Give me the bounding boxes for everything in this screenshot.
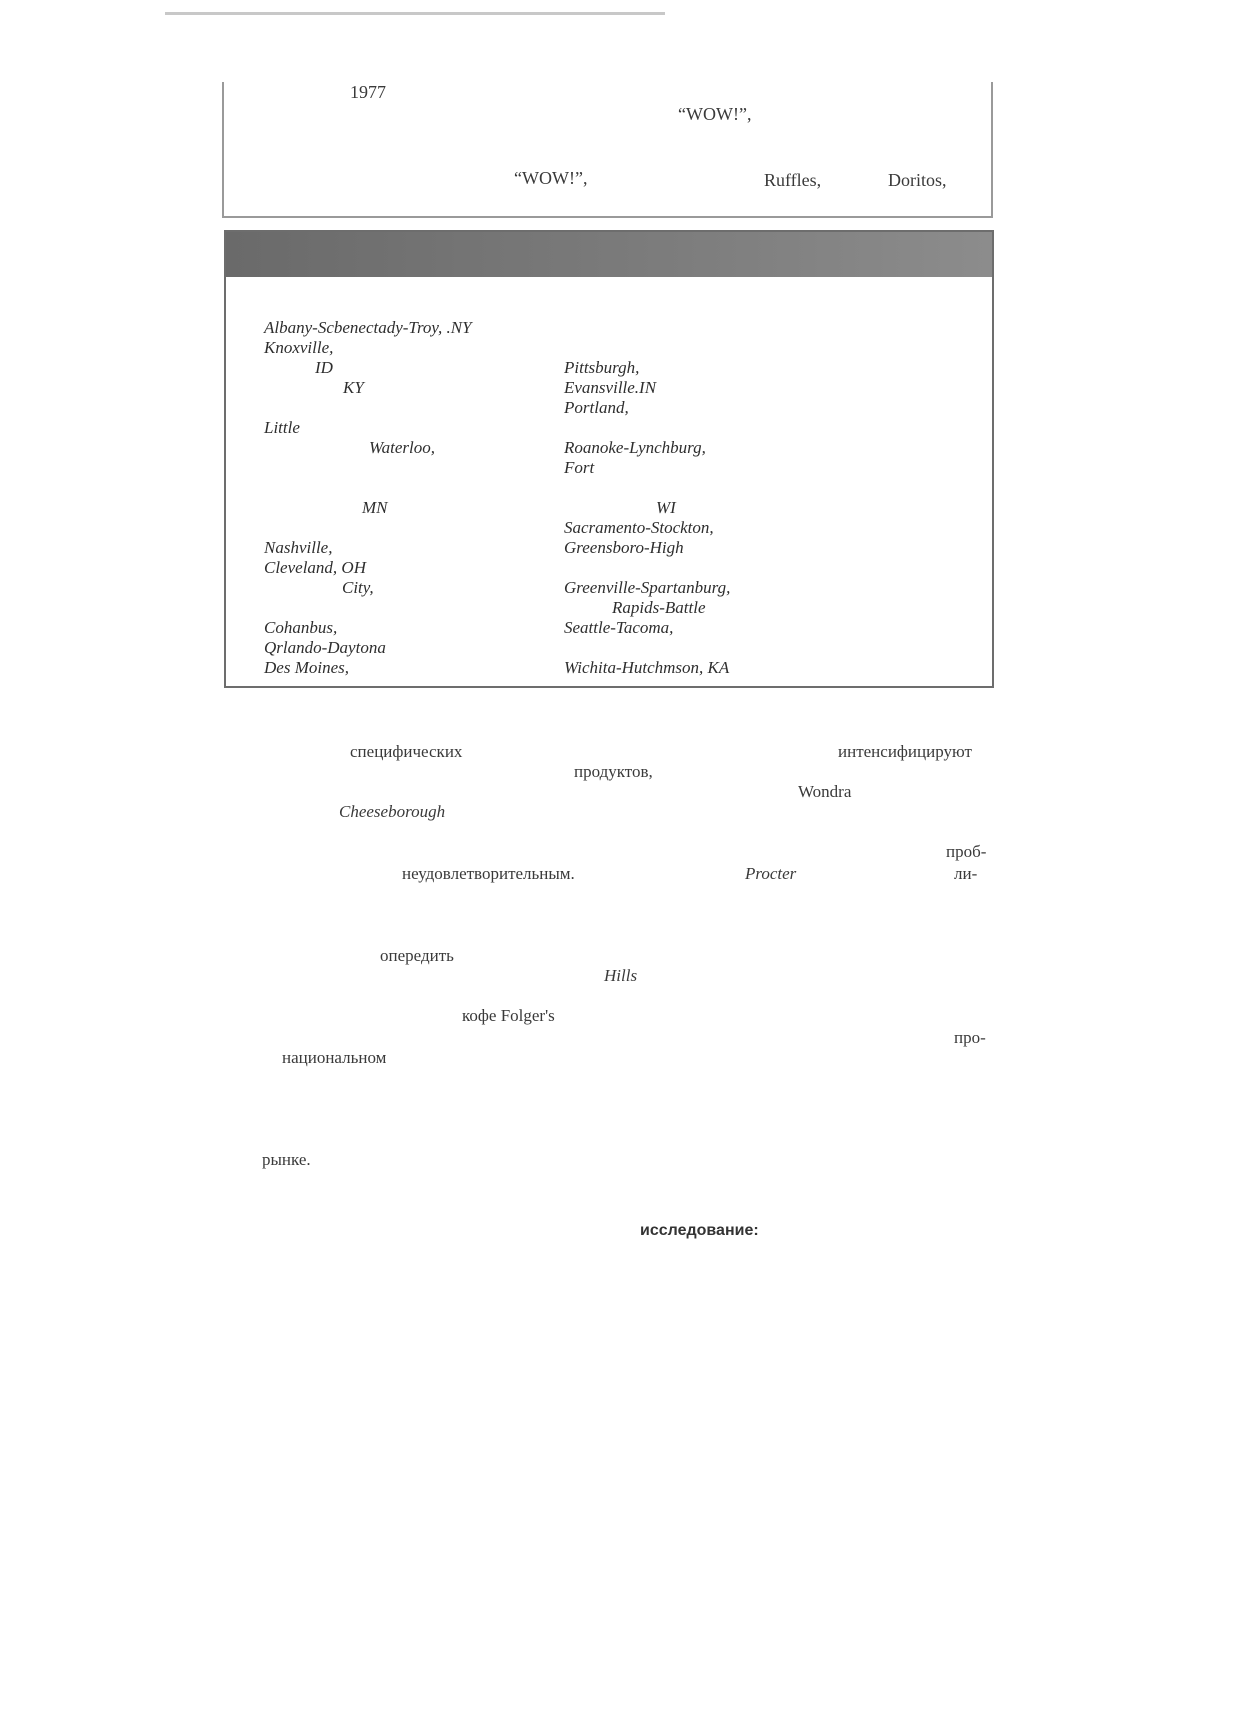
cell-seattle: Seattle-Tacoma, [564,618,674,637]
cell-mn: MN [362,498,388,517]
cell-fort: Fort [564,458,595,477]
word-overtake: опередить [380,946,454,965]
cell-portland: Portland, [564,398,629,417]
word-hills: Hills [604,966,638,985]
word-research: исследование: [640,1222,759,1239]
cell-rapids: Rapids-Battle [612,598,706,617]
cell-cleveland: Cleveland, OH [264,558,366,577]
word-national: национальном [282,1048,387,1067]
cell-wi: WI [656,498,676,517]
cell-roanoke: Roanoke-Lynchburg, [564,438,706,457]
cell-little: Little [264,418,300,437]
ruffles-text: Ruffles, [764,170,822,190]
cell-albany: Albany-Scbenectady-Troy, .NY [264,318,472,337]
cell-ky: KY [343,378,364,397]
word-market: рынке. [262,1150,311,1169]
cell-des-moines: Des Moines, [264,658,349,677]
cell-waterloo: Waterloo, [369,438,435,457]
year-text: 1977 [350,82,386,102]
cell-orlando: Qrlando-Daytona [264,638,386,657]
cell-sacramento: Sacramento-Stockton, [564,518,714,537]
word-unsatisfactory: неудовлетворительным. [402,864,575,883]
word-products: продуктов, [574,762,653,781]
doritos-text: Doritos, [888,170,947,190]
word-coffee-folgers: кофе Folger's [462,1006,555,1025]
cell-knoxville: Knoxville, [264,338,334,357]
word-intensify: интенсифицируют [838,742,972,761]
word-specific: специфических [350,742,463,761]
word-procter: Procter [745,864,797,883]
word-li: ли- [954,864,978,883]
cell-city: City, [342,578,374,597]
cell-columbus: Cohanbus, [264,618,338,637]
cell-greenville: Greenville-Spartanburg, [564,578,731,597]
wow-text-1: “WOW!”, [678,104,752,124]
wow-text-2: “WOW!”, [514,168,588,188]
cell-wichita: Wichita-Hutchmson, KA [564,658,730,677]
cell-evansville: Evansville.IN [564,378,657,397]
cell-nashville: Nashville, [264,538,333,557]
top-rule [165,12,665,15]
word-pro: про- [954,1028,986,1047]
intro-box [222,82,993,218]
test-markets-table [224,230,994,688]
cell-id: ID [315,358,333,377]
word-wondra: Wondra [798,782,852,801]
word-prob: проб- [946,842,987,861]
cell-greensboro: Greensboro-High [564,538,684,557]
cell-pittsburgh: Pittsburgh, [564,358,640,377]
word-cheeseborough: Cheeseborough [339,802,446,821]
table-header-bar [226,232,992,277]
